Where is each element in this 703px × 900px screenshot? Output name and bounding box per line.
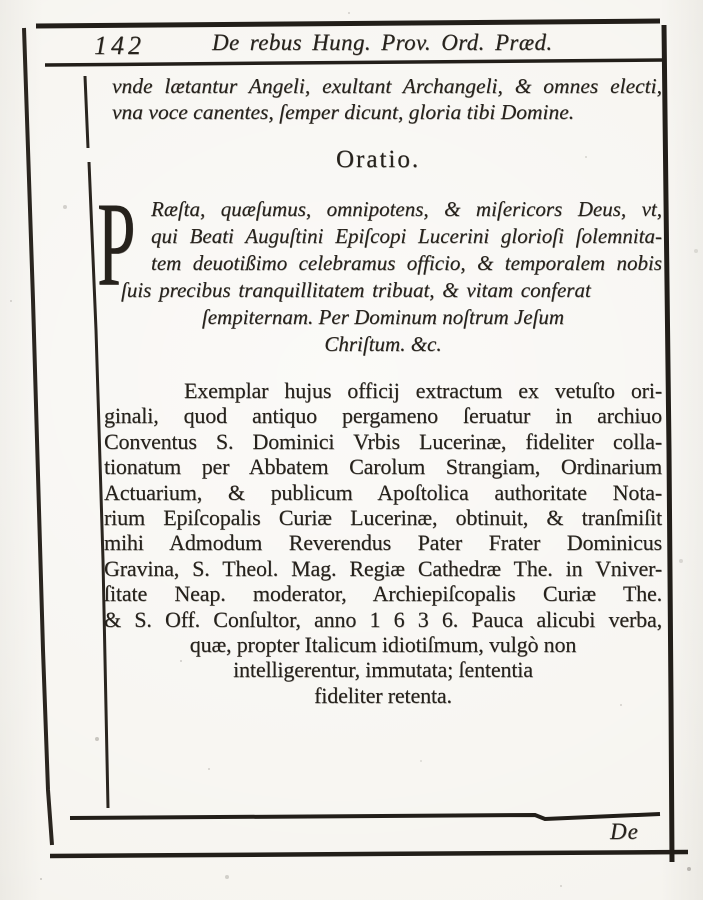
colophon-line: rium Epiſcopalis Curiæ Lucerinæ, obtinuit, & tranſmiſit — [104, 505, 662, 531]
colophon-line: fideliter retenta. — [314, 682, 452, 708]
colophon-line: quæ, propter Italicum idiotiſmum, vulgò non — [189, 632, 577, 658]
left-border-rule — [24, 28, 52, 845]
scan-noise-specks — [0, 0, 2, 2]
colophon-line: & S. Off. Conſultor, anno 1 6 3 6. Pauca alicubi verba, — [104, 606, 662, 632]
prayer-line: tem deuotißimo celebramus officio, & temporalem nobis — [151, 251, 662, 275]
prayer-line: qui Beati Auguſtini Epiſcopi Lucerini glorioſi ſolemnita- — [151, 224, 662, 248]
top-rule — [36, 21, 660, 26]
opening-passage — [112, 73, 662, 125]
prayer-line: ſuis precibus tranquillitatem tribuat, & vitam conferat — [121, 278, 591, 302]
page-number: 142 — [94, 31, 145, 60]
bottom-outer-rule — [50, 852, 688, 856]
opening-line: vnde lætantur Angeli, exultant Archangeli, & omnes electi, — [112, 74, 662, 98]
prayer-line: Chriſtum. &c. — [324, 332, 442, 356]
colophon-line: Exemplar hujus officij extractum ex vetuſto ori- — [184, 378, 662, 403]
opening-line: vna voce canentes, ſemper dicunt, gloria tibi Domine. — [112, 100, 575, 124]
colophon-line: Conventus S. Dominici Vrbis Lucerinæ, fideliter colla- — [104, 428, 662, 454]
oratio-prayer — [104, 196, 662, 358]
running-title: De rebus Hung. Prov. Ord. Præd. — [212, 30, 553, 55]
colophon-line: Gravina, S. Theol. Mag. Regiæ Cathedræ The. in Vniver- — [104, 555, 662, 581]
colophon-line: Actuarium, & publicum Apoſtolica authoritate Nota- — [104, 479, 662, 505]
colophon-line: intelligerentur, immutata; ſententia — [233, 657, 533, 683]
catchword: De — [610, 819, 639, 844]
right-border-rule — [664, 25, 672, 862]
colophon-line: ſitate Neap. moderator, Archiepiſcopalis Curiæ The. — [104, 581, 662, 607]
colophon-line: tionatum per Abbatem Carolum Strangiam, Ordinarium — [104, 454, 662, 480]
colophon-paragraph — [104, 378, 662, 708]
drop-cap-initial: P — [97, 177, 136, 312]
prayer-line: ſempiternam. Per Dominum noſtrum Jeſum — [201, 305, 565, 329]
prayer-line: Ræſta, quæſumus, omnipotens, & miſericors Deus, vt, — [151, 197, 662, 221]
oratio-heading: Oratio. — [336, 146, 421, 173]
colophon-line: ginali, quod antiquo pergameno ſeruatur in archiuo — [104, 403, 662, 429]
bottom-inner-rule — [70, 814, 660, 819]
colophon-line: mihi Admodum Reverendus Pater Frater Dominicus — [104, 530, 662, 556]
